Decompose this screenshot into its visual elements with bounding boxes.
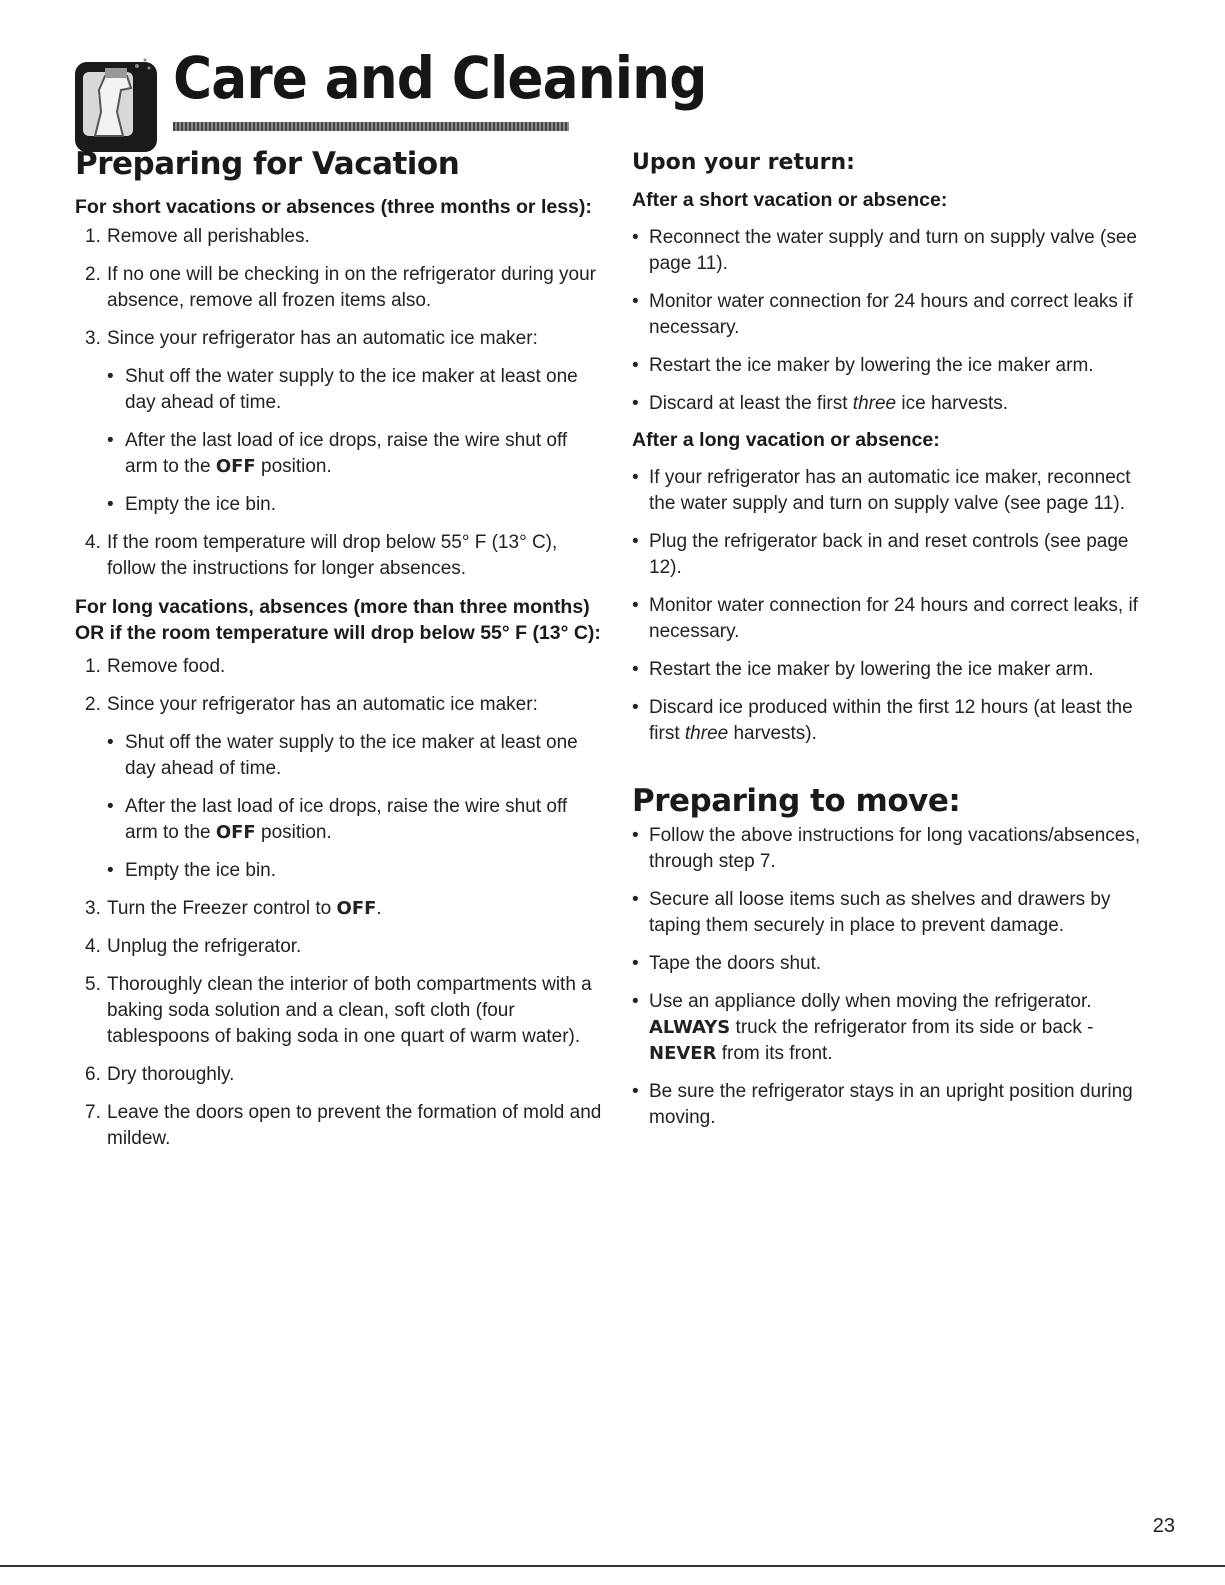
off-keyword: OFF: [215, 822, 256, 843]
page-header: [75, 42, 707, 152]
vacation-title: Preparing for Vacation: [75, 146, 460, 182]
long-vacation-heading: For long vacations, absences (more than three months) OR if the room temperature will drop below 55° F (13° C):: [75, 596, 601, 644]
list-item: 2. If no one will be checking in on the refrigerator during your absence, remove all frozen items also.: [85, 264, 596, 311]
list-item: • Plug the refrigerator back in and reset controls (see page 12).: [632, 531, 1129, 578]
short-return-list: [632, 225, 1162, 417]
list-item: 1. Remove food.: [85, 656, 226, 677]
list-item: • Restart the ice maker by lowering the ice maker arm.: [632, 355, 1094, 376]
list-item: 3. Turn the Freezer control to OFF.: [85, 898, 382, 919]
move-list: [632, 823, 1162, 1131]
list-item: • Monitor water connection for 24 hours and correct leaks, if necessary.: [632, 595, 1138, 642]
list-item: 7. Leave the doors open to prevent the formation of mold and mildew.: [85, 1102, 602, 1149]
list-item: • Use an appliance dolly when moving the refrigerator. ALWAYS truck the refrigerator from its side or back - NEVER from its front.: [632, 991, 1094, 1064]
list-item: • Empty the ice bin.: [107, 494, 277, 515]
short-vacation-heading: For short vacations or absences (three months or less):: [75, 196, 592, 218]
return-title: Upon your return:: [632, 150, 855, 175]
list-item: • After the last load of ice drops, raise the wire shut off arm to the OFF position.: [107, 430, 568, 477]
list-item: 4. If the room temperature will drop below 55° F (13° C), follow the instructions for longer absences.: [85, 532, 558, 579]
list-item: • Tape the doors shut.: [632, 953, 822, 974]
list-item: • Discard ice produced within the first 12 hours (at least the first three harvests).: [632, 697, 1133, 744]
list-item: 1. Remove all perishables.: [85, 226, 310, 247]
list-item: 6. Dry thoroughly.: [85, 1064, 235, 1085]
banner-title: Care and Cleaning: [173, 44, 707, 112]
never-keyword: NEVER: [649, 1043, 717, 1064]
short-return-heading: After a short vacation or absence:: [632, 189, 948, 211]
list-item: • Be sure the refrigerator stays in an upright position during moving.: [632, 1081, 1133, 1128]
long-return-list: [632, 465, 1162, 747]
long-vacation-list: [75, 654, 605, 1152]
spray-bottle-icon: [75, 52, 157, 152]
list-item: • Secure all loose items such as shelves and drawers by taping them securely in place to prevent damage.: [632, 889, 1111, 936]
short-vacation-list: [75, 224, 605, 582]
list-item: • Reconnect the water supply and turn on supply valve (see page 11).: [632, 227, 1137, 274]
bottom-divider: [0, 1565, 1225, 1567]
list-item: 3. Since your refrigerator has an automatic ice maker:: [85, 328, 538, 349]
list-item: 5. Thoroughly clean the interior of both compartments with a baking soda solution and a clean, soft cloth (four tablespoons of baking soda in one quart of warm water).: [85, 974, 592, 1047]
page-number: 23: [1152, 1515, 1175, 1537]
list-item: • After the last load of ice drops, raise the wire shut off arm to the OFF position.: [107, 796, 568, 843]
list-item: • Shut off the water supply to the ice maker at least one day ahead of time.: [107, 366, 578, 413]
list-item: • Shut off the water supply to the ice maker at least one day ahead of time.: [107, 732, 578, 779]
left-column: [75, 146, 605, 1152]
banner-rule: [173, 122, 569, 131]
always-keyword: ALWAYS: [649, 1017, 731, 1038]
off-keyword: OFF: [336, 898, 377, 919]
list-item: • Restart the ice maker by lowering the ice maker arm.: [632, 659, 1094, 680]
move-title: Preparing to move:: [632, 783, 961, 819]
right-column: [632, 146, 1162, 1131]
list-item: 2. Since your refrigerator has an automatic ice maker:: [85, 694, 538, 715]
list-item: • Discard at least the first three ice harvests.: [632, 393, 1009, 414]
list-item: 4. Unplug the refrigerator.: [85, 936, 302, 957]
off-keyword: OFF: [215, 456, 256, 477]
list-item: • Follow the above instructions for long vacations/absences, through step 7.: [632, 825, 1141, 872]
list-item: • Empty the ice bin.: [107, 860, 277, 881]
list-item: • If your refrigerator has an automatic ice maker, reconnect the water supply and turn on supply valve (see page 11).: [632, 467, 1131, 514]
list-item: • Monitor water connection for 24 hours and correct leaks if necessary.: [632, 291, 1133, 338]
long-return-heading: After a long vacation or absence:: [632, 429, 940, 451]
